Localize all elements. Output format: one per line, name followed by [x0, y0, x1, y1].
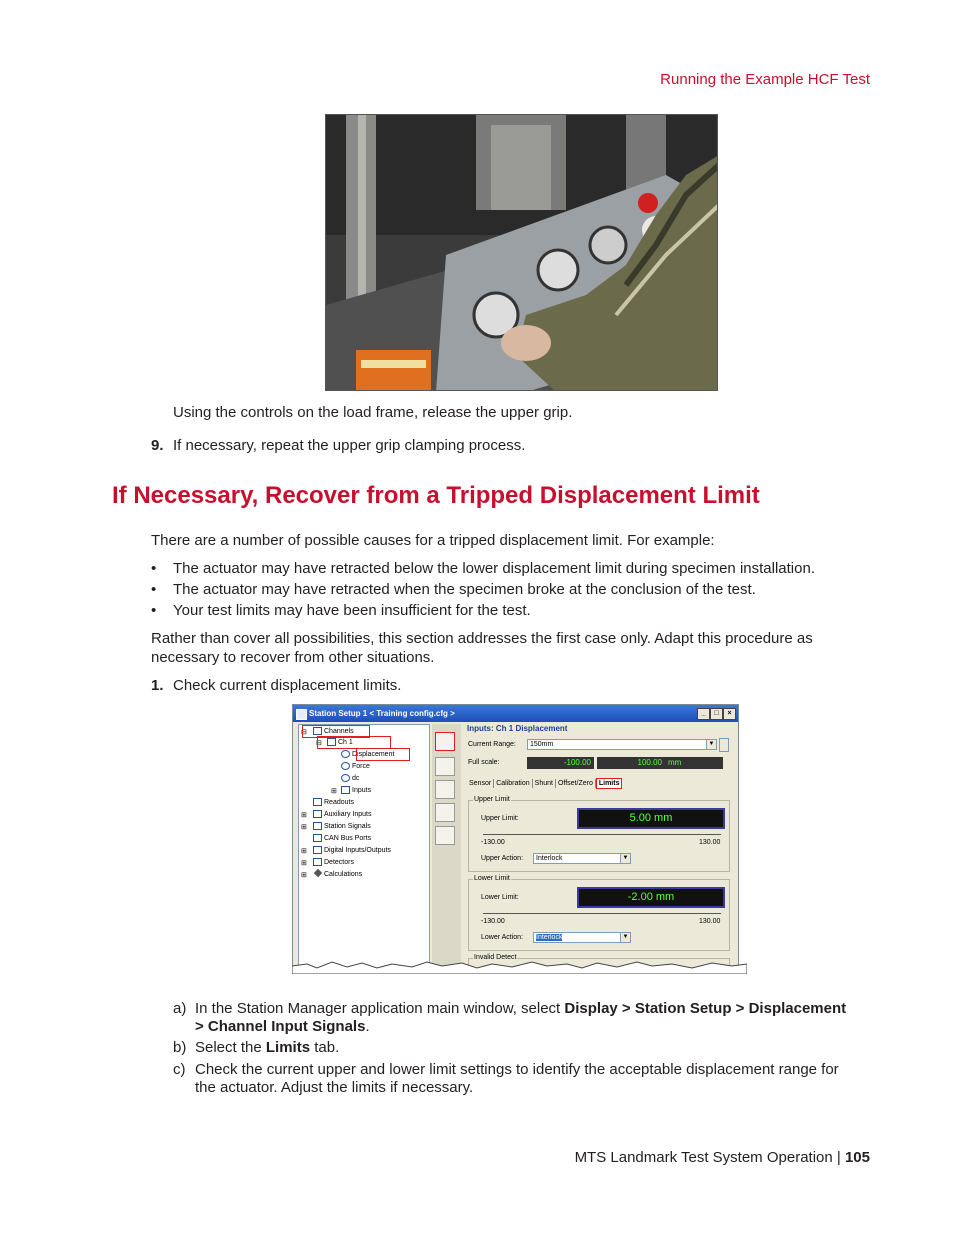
calculation-icon — [314, 869, 322, 877]
page-number: 105 — [844, 1149, 870, 1166]
lower-action-select[interactable]: Interlock ▼ — [533, 932, 631, 943]
full-scale-label: Full scale: — [468, 759, 500, 766]
load-frame-photo — [325, 114, 718, 391]
valve-tool-icon[interactable] — [435, 780, 455, 799]
tab-shunt[interactable]: Shunt — [533, 779, 556, 788]
lower-limit-slider[interactable] — [483, 913, 721, 914]
tab-calibration[interactable]: Calibration — [494, 779, 532, 788]
step8-continuation: Using the controls on the load frame, release the upper grip. — [173, 404, 573, 421]
channel-icon — [341, 786, 350, 794]
tree-item-readouts[interactable]: Readouts — [313, 798, 354, 808]
window-title: Station Setup 1 < Training config.cfg > — [309, 709, 455, 718]
tree-item-dc[interactable]: dc — [341, 774, 359, 784]
tree-item-digital-io[interactable]: Digital Inputs/Outputs — [313, 846, 391, 856]
channel-icon — [313, 810, 322, 818]
invalid-detect-group-title: Invalid Detect — [474, 954, 517, 961]
expand-icon[interactable]: ⊞ — [301, 860, 307, 867]
expand-icon[interactable]: ⊞ — [301, 824, 307, 831]
lower-limit-group-title: Lower Limit — [474, 875, 510, 882]
lower-limit-label: Lower Limit: — [481, 894, 519, 901]
bullet-marker: • — [151, 602, 157, 619]
range-max: 130.00 — [699, 918, 721, 925]
panel-title: Inputs: Ch 1 Displacement — [467, 724, 568, 733]
substep-letter: c) — [173, 1061, 186, 1078]
station-tree — [298, 724, 430, 974]
tree-item-inputs[interactable]: Inputs — [341, 786, 371, 796]
lower-limit-field[interactable]: -2.00 mm — [577, 887, 725, 908]
substep-c-line1: Check the current upper and lower limit settings to identify the acceptable displacement range for — [195, 1061, 839, 1078]
upper-limit-group — [468, 796, 730, 872]
tree-item-station-signals[interactable]: Station Signals — [313, 822, 371, 832]
upper-limit-slider[interactable] — [483, 834, 721, 835]
readout-icon — [313, 798, 322, 806]
paragraph-line: Rather than cover all possibilities, this section addresses the first case only. Adapt this procedure as — [151, 630, 813, 647]
station-setup-screenshot — [292, 704, 747, 974]
bus-icon — [313, 834, 322, 842]
tree-item-displacement[interactable]: Displacement — [341, 750, 394, 760]
intro-paragraph: There are a number of possible causes for a tripped displacement limit. For example: — [151, 532, 715, 549]
expand-icon[interactable]: ⊞ — [301, 872, 307, 879]
full-scale-unit: mm — [665, 757, 723, 769]
substep-letter: a) — [173, 1000, 187, 1017]
step1-number: 1. — [151, 677, 164, 694]
substep-c-line2: the actuator. Adjust the limits if necessary. — [195, 1079, 474, 1096]
substep-a-line1: In the Station Manager application main window, select Display > Station Setup > Displacement — [195, 1000, 847, 1017]
station-toolbar — [432, 724, 461, 972]
hardware-tool-icon[interactable] — [435, 826, 455, 845]
upper-limit-field[interactable]: 5.00 mm — [577, 808, 725, 829]
tree-item-channels[interactable]: Channels — [313, 727, 354, 737]
upper-limit-group-title: Upper Limit — [474, 796, 510, 803]
digital-io-icon — [313, 846, 322, 854]
substep-letter: b) — [173, 1039, 187, 1056]
current-range-label: Current Range: — [468, 741, 516, 748]
range-max: 130.00 — [699, 839, 721, 846]
tree-item-ch1[interactable]: Ch 1 — [327, 738, 353, 748]
signal-icon — [341, 762, 350, 770]
collapse-icon[interactable]: ⊟ — [301, 729, 307, 736]
collapse-icon[interactable]: ⊟ — [316, 740, 322, 747]
running-header: Running the Example HCF Test — [660, 71, 870, 88]
substep-b: Select the Limits tab. — [195, 1039, 340, 1056]
tree-item-auxiliary-inputs[interactable]: Auxiliary Inputs — [313, 810, 371, 820]
channel-icon — [313, 822, 322, 830]
step1-text: Check current displacement limits. — [173, 677, 402, 694]
actuator-tool-icon[interactable] — [435, 757, 455, 776]
tab-sensor[interactable]: Sensor — [467, 779, 494, 788]
full-scale-max: 100.00 — [597, 757, 665, 769]
bullet-item: The actuator may have retracted when the specimen broke at the conclusion of the test. — [173, 581, 756, 598]
tab-limits[interactable]: Limits — [596, 778, 623, 789]
paragraph-line: necessary to recover from other situations. — [151, 649, 435, 666]
panel-tabs — [467, 778, 622, 791]
range-min: -130.00 — [481, 918, 505, 925]
upper-action-label: Upper Action: — [481, 855, 524, 862]
bullet-marker: • — [151, 560, 157, 577]
highlight-box — [356, 748, 410, 761]
lower-limit-group — [468, 875, 730, 951]
tab-offset-zero[interactable]: Offset/Zero — [556, 779, 596, 788]
expand-icon[interactable]: ⊞ — [301, 848, 307, 855]
section-heading: If Necessary, Recover from a Tripped Displacement Limit — [112, 482, 760, 509]
current-range-select[interactable]: 150mm ▼ — [527, 739, 717, 750]
tree-item-detectors[interactable]: Detectors — [313, 858, 354, 868]
maximize-icon[interactable]: □ — [710, 708, 723, 720]
tree-item-force[interactable]: Force — [341, 762, 370, 772]
chevron-down-icon: ▼ — [620, 854, 630, 863]
expand-icon[interactable]: ⊞ — [331, 788, 337, 795]
upper-limit-label: Upper Limit: — [481, 815, 519, 822]
bullet-marker: • — [151, 581, 157, 598]
expand-icon[interactable]: ⊞ — [301, 812, 307, 819]
range-spinner[interactable] — [719, 738, 729, 752]
torn-edge — [292, 956, 747, 974]
station-setup-window — [292, 704, 739, 974]
step9-text: If necessary, repeat the upper grip clamping process. — [173, 437, 526, 454]
minimize-icon[interactable]: _ — [697, 708, 710, 720]
chevron-down-icon: ▼ — [706, 740, 716, 749]
tree-item-calculations[interactable]: Calculations — [313, 870, 362, 880]
upper-action-select[interactable]: Interlock ▼ — [533, 853, 631, 864]
page-footer: MTS Landmark Test System Operation | 105 — [574, 1149, 870, 1166]
signal-icon — [341, 774, 350, 782]
interlock-tool-icon[interactable] — [435, 803, 455, 822]
chevron-down-icon: ▼ — [620, 933, 630, 942]
full-scale-min: -100.00 — [527, 757, 594, 769]
step9-number: 9. — [151, 437, 164, 454]
range-min: -130.00 — [481, 839, 505, 846]
inputs-panel — [464, 724, 734, 972]
substep-a-line2: > Channel Input Signals. — [195, 1018, 370, 1035]
tree-item-can-bus-ports[interactable]: CAN Bus Ports — [313, 834, 371, 844]
lower-action-label: Lower Action: — [481, 934, 524, 941]
bullet-item: The actuator may have retracted below the lower displacement limit during specimen installation. — [173, 560, 815, 577]
window-titlebar — [293, 705, 738, 722]
detector-icon — [313, 858, 322, 866]
window-app-icon — [296, 709, 307, 720]
signal-icon — [341, 750, 350, 758]
bullet-item: Your test limits may have been insufficient for the test. — [173, 602, 531, 619]
close-icon[interactable]: × — [723, 708, 736, 720]
channel-inputs-tool-icon[interactable] — [435, 732, 455, 751]
